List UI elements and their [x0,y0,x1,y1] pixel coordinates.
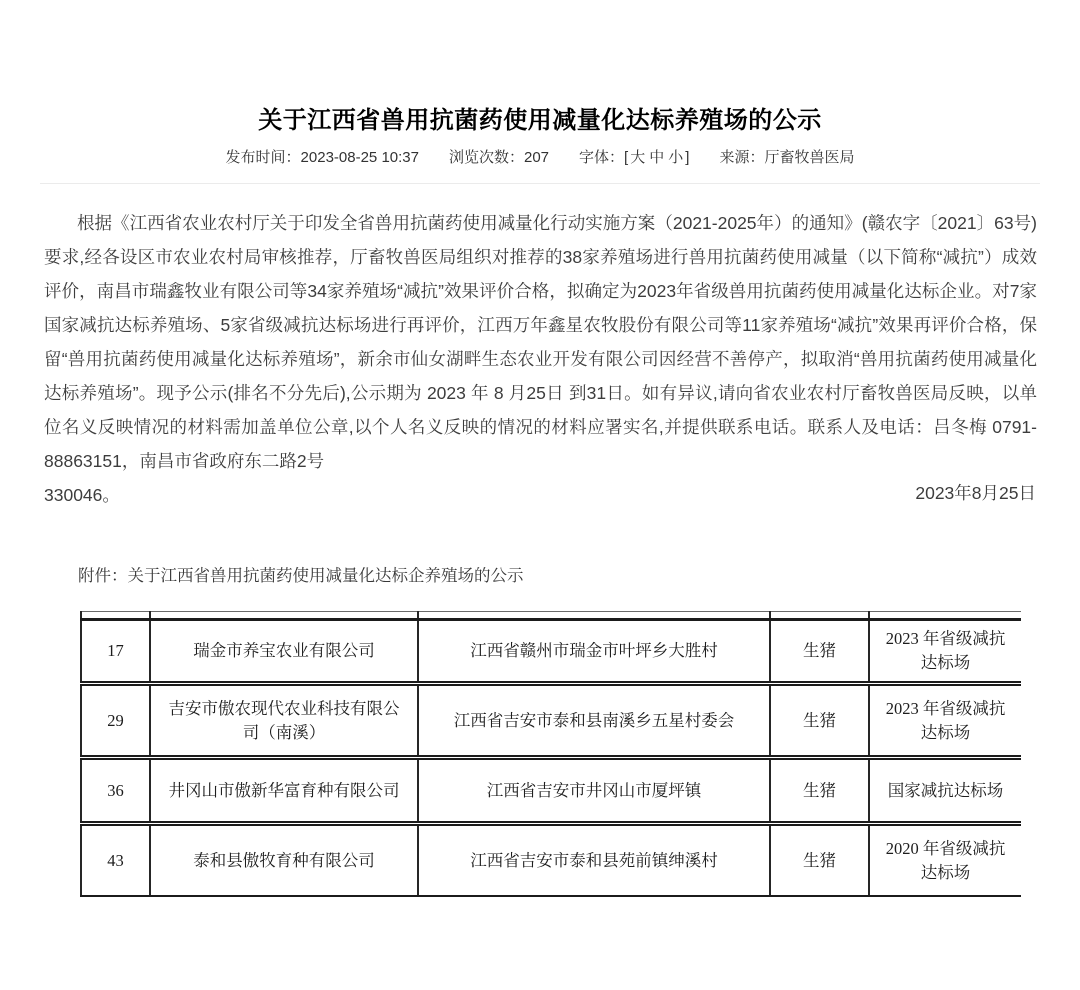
animal-type: 生猪 [770,684,869,758]
source-label: 来源： [719,149,765,166]
table-cell-empty [150,612,418,620]
standard-level: 国家减抗达标场 [869,758,1021,824]
animal-type: 生猪 [770,824,869,898]
source [719,146,854,167]
row-number: 36 [81,758,150,824]
publish-time-value: 2023-08-25 10:37 [300,149,419,166]
table-cell-empty [81,612,150,620]
announcement-body [44,206,1037,512]
announcement-date: 2023年8月25日 [915,483,1036,503]
announcement-paragraph: 根据《江西省农业农村厅关于印发全省兽用抗菌药使用减量化行动实施方案（2021-2025年）的通知》(赣农字〔2021〕63号)要求,经各设区市农业农村局审核推荐，厅畜牧兽医局组织对推荐的38家养殖场进行兽用抗菌药使用减量（以下简称“减抗”）成效评价，南昌市瑞鑫牧业有限公司等34家养殖场“减抗”效果评价合格，拟确定为2023年省级兽用抗菌药使用减量化达标企业。对7家国家减抗达标养殖场、5家省级减抗达标场进行再评价，江西万年鑫星农牧股份有限公司等11家养殖场“减抗”效果再评价合格，保留“兽用抗菌药使用减量化达标养殖场”，新余市仙女湖畔生态农业开发有限公司因经营不善停产，拟取消“兽用抗菌药使用减量化达标养殖场”。现予公示(排名不分先后),公示期为 2023 年 8 月25日 到31日。如有异议,请向省农业农村厅畜牧兽医局反映，以单位名义反映情况的材料需加盖单位公章,以个人名义反映的情况的材料应署实名,并提供联系电话。联系人及电话：吕冬梅 0791-88863151，南昌市省政府东二路2号 [44,213,1037,471]
font-size-medium[interactable]: 中 [649,149,665,166]
standard-level: 2023 年省级减抗达标场 [869,620,1021,684]
font-size-bracket-close: ] [685,149,690,166]
attachment-table-image [80,611,1021,897]
farm-address: 江西省赣州市瑞金市叶坪乡大胜村 [418,620,770,684]
page-title: 关于江西省兽用抗菌药使用减量化达标养殖场的公示 [258,107,822,135]
font-size-label: 字体： [579,149,625,166]
farm-table [80,611,1021,897]
publish-time-label: 发布时间： [225,149,301,166]
table-cell-empty [418,612,770,620]
table-row [81,620,1021,684]
table-cell-empty [770,612,869,620]
farm-address: 江西省吉安市泰和县苑前镇绅溪村 [418,824,770,898]
meta-divider [40,183,1040,184]
standard-level: 2020 年省级减抗达标场 [869,824,1021,898]
row-number: 17 [81,620,150,684]
farm-name: 井冈山市傲新华富育种有限公司 [150,758,418,824]
view-count [449,146,549,167]
table-clipped-row [81,612,1021,620]
standard-level: 2023 年省级减抗达标场 [869,684,1021,758]
row-number: 43 [81,824,150,898]
table-row [81,684,1021,758]
source-value: 厅畜牧兽医局 [764,149,855,166]
farm-address: 江西省吉安市泰和县南溪乡五星村委会 [418,684,770,758]
farm-address: 江西省吉安市井冈山市厦坪镇 [418,758,770,824]
font-size-bracket-open: [ [624,149,629,166]
farm-name: 吉安市傲农现代农业科技有限公司（南溪） [150,684,418,758]
table-cell-empty [869,612,1021,620]
animal-type: 生猪 [770,758,869,824]
meta-bar [0,146,1080,167]
view-count-label: 浏览次数： [448,149,524,166]
table-row [81,758,1021,824]
attachment-link[interactable]: 附件：关于江西省兽用抗菌药使用减量化达标企养殖场的公示 [78,567,524,585]
font-size-small[interactable]: 小 [668,149,684,166]
publish-time [226,146,419,167]
farm-name: 瑞金市养宝农业有限公司 [150,620,418,684]
farm-name: 泰和县傲牧育种有限公司 [150,824,418,898]
announcement-postcode: 330046。 [44,485,120,505]
table-row [81,824,1021,898]
font-size-large[interactable]: 大 [630,149,646,166]
row-number: 29 [81,684,150,758]
view-count-value: 207 [524,149,550,166]
animal-type: 生猪 [770,620,869,684]
font-size-switcher [579,146,689,167]
